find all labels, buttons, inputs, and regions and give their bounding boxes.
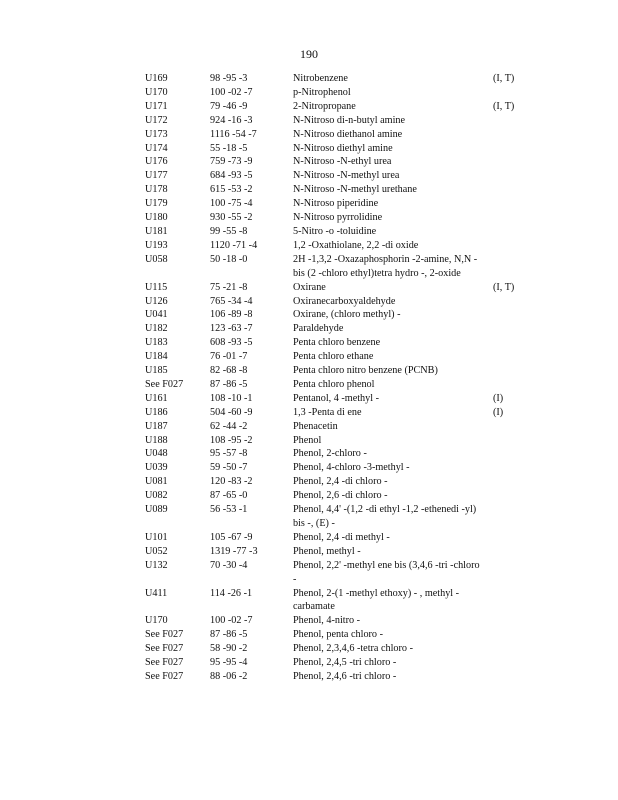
substance-name: N-Nitroso piperidine [293, 198, 379, 210]
substance-name: 2H -1,3,2 -Oxazaphosphorin -2-amine, N,N -bis (2 -chloro ethyl)tetra hydro -, 2-oxide [293, 253, 478, 279]
substance-name: N-Nitroso di-n-butyl amine [293, 114, 406, 126]
waste-code: U115 [145, 281, 168, 293]
cas-number: 100 -02 -7 [210, 615, 253, 627]
cas-number: 95 -95 -4 [210, 657, 248, 669]
table-row [0, 392, 618, 406]
table-row [0, 239, 618, 253]
substance-name: N-Nitroso diethyl amine [293, 142, 393, 154]
cas-number: 70 -30 -4 [210, 559, 248, 571]
waste-code: U089 [145, 504, 168, 516]
substance-name: Penta chloro nitro benzene (PCNB) [293, 365, 438, 377]
substance-name: Oxirane [293, 281, 326, 293]
substance-name: Phenol, methyl - [293, 545, 361, 557]
waste-code: U193 [145, 239, 168, 251]
table-row [0, 211, 618, 225]
waste-code: U186 [145, 406, 168, 418]
table-row [0, 628, 618, 642]
cas-number: 99 -55 -8 [210, 225, 248, 237]
cas-number: 59 -50 -7 [210, 462, 248, 474]
substance-name: p-Nitrophenol [293, 86, 351, 98]
table-row [0, 114, 618, 128]
table-row [0, 364, 618, 378]
waste-code: U126 [145, 295, 168, 307]
cas-number: 924 -16 -3 [210, 114, 253, 126]
waste-code: U176 [145, 156, 168, 168]
waste-code: U184 [145, 351, 168, 363]
table-row [0, 447, 618, 461]
substance-name: Phenol, 4-nitro - [293, 615, 361, 627]
substance-name: N-Nitroso pyrrolidine [293, 212, 383, 224]
table-row [0, 142, 618, 156]
substance-name: Penta chloro phenol [293, 378, 375, 390]
cas-number: 615 -53 -2 [210, 184, 253, 196]
table-row [0, 100, 618, 114]
cas-number: 87 -65 -0 [210, 490, 248, 502]
substance-name: Paraldehyde [293, 323, 344, 335]
hazard-code: (I) [493, 392, 504, 404]
substance-name: Penta chloro ethane [293, 351, 374, 363]
table-row [0, 155, 618, 169]
cas-number: 98 -95 -3 [210, 73, 248, 84]
table-row [0, 670, 618, 684]
table-row [0, 295, 618, 309]
cas-number: 87 -86 -5 [210, 378, 248, 390]
waste-code: See F027 [145, 657, 184, 669]
cas-number: 76 -01 -7 [210, 351, 248, 363]
substance-name: Phenol, 4-chloro -3-methyl - [293, 462, 410, 474]
cas-number: 930 -55 -2 [210, 212, 253, 224]
entry-list [0, 72, 618, 684]
waste-code: U101 [145, 531, 168, 543]
substance-name: N-Nitroso -N-methyl urea [293, 170, 400, 182]
substance-name: Nitrobenzene [293, 73, 348, 84]
cas-number: 1120 -71 -4 [210, 239, 258, 251]
table-row [0, 281, 618, 295]
waste-code: U052 [145, 545, 168, 557]
cas-number: 56 -53 -1 [210, 504, 248, 516]
cas-number: 765 -34 -4 [210, 295, 253, 307]
cas-number: 1319 -77 -3 [210, 545, 258, 557]
cas-number: 88 -06 -2 [210, 670, 248, 682]
cas-number: 95 -57 -8 [210, 448, 248, 460]
table-row [0, 434, 618, 448]
waste-code: U048 [145, 448, 168, 460]
waste-code: U172 [145, 114, 168, 126]
waste-code: U181 [145, 225, 168, 237]
substance-name: Phenol, 2,4,5 -tri chloro - [293, 657, 397, 669]
waste-code: U183 [145, 337, 168, 349]
cas-number: 79 -46 -9 [210, 100, 248, 112]
substance-name: Phenol, 2,4 -di chloro - [293, 476, 388, 488]
cas-number: 114 -26 -1 [210, 587, 253, 599]
cas-number: 50 -18 -0 [210, 253, 248, 265]
substance-name: N-Nitroso diethanol amine [293, 128, 403, 140]
table-row [0, 197, 618, 211]
table-row [0, 128, 618, 142]
cas-number: 58 -90 -2 [210, 643, 248, 655]
cas-number: 82 -68 -8 [210, 365, 248, 377]
waste-code: U182 [145, 323, 168, 335]
cas-number: 87 -86 -5 [210, 629, 248, 641]
table-row [0, 614, 618, 628]
substance-name: Pentanol, 4 -methyl - [293, 392, 380, 404]
cas-number: 100 -75 -4 [210, 198, 253, 210]
waste-code: See F027 [145, 629, 184, 641]
cas-number: 123 -63 -7 [210, 323, 253, 335]
cas-number: 684 -93 -5 [210, 170, 253, 182]
table-row [0, 406, 618, 420]
table-row [0, 642, 618, 656]
table-row [0, 253, 618, 281]
page-number: 190 [300, 47, 318, 61]
cas-number: 759 -73 -9 [210, 156, 253, 168]
cas-number: 108 -95 -2 [210, 434, 253, 446]
table-row [0, 225, 618, 239]
waste-code: U411 [145, 587, 168, 599]
substance-name: Oxirane, (chloro methyl) - [293, 309, 401, 321]
waste-code: U170 [145, 86, 168, 98]
substance-name: 1,2 -Oxathiolane, 2,2 -di oxide [293, 239, 419, 251]
waste-code: See F027 [145, 670, 184, 682]
table-row [0, 350, 618, 364]
waste-code: See F027 [145, 378, 184, 390]
table-row [0, 72, 618, 86]
waste-code: U171 [145, 100, 168, 112]
table-row [0, 656, 618, 670]
hazard-code: (I, T) [493, 281, 515, 293]
substance-name: 1,3 -Penta di ene [293, 406, 362, 418]
hazard-code: (I, T) [493, 73, 515, 84]
waste-code: U161 [145, 392, 168, 404]
table-row [0, 545, 618, 559]
table-row [0, 475, 618, 489]
substance-name: N-Nitroso -N-methyl urethane [293, 184, 417, 196]
substance-name: Oxiranecarboxyaldehyde [293, 295, 396, 307]
table-row [0, 489, 618, 503]
waste-code: U185 [145, 365, 168, 377]
waste-code: U170 [145, 615, 168, 627]
cas-number: 608 -93 -5 [210, 337, 253, 349]
waste-code: U082 [145, 490, 168, 502]
cas-number: 55 -18 -5 [210, 142, 248, 154]
waste-code: U179 [145, 198, 168, 210]
cas-number: 120 -83 -2 [210, 476, 253, 488]
hazard-code: (I) [493, 406, 504, 418]
waste-code: U173 [145, 128, 168, 140]
substance-name: 5-Nitro -o -toluidine [293, 225, 377, 237]
substance-name: Phenol, 4,4' -(1,2 -di ethyl -1,2 -ethenedi -yl) bis -, (E) - [293, 504, 477, 529]
table-row [0, 461, 618, 475]
table-row [0, 587, 618, 615]
table-row [0, 503, 618, 531]
table-row [0, 420, 618, 434]
substance-name: N-Nitroso -N-ethyl urea [293, 156, 392, 168]
cas-number: 75 -21 -8 [210, 281, 248, 293]
waste-code: U041 [145, 309, 168, 321]
table-row [0, 308, 618, 322]
cas-number: 62 -44 -2 [210, 420, 248, 432]
cas-number: 100 -02 -7 [210, 86, 253, 98]
hazard-code: (I, T) [493, 100, 515, 112]
waste-code: U180 [145, 212, 168, 224]
table-row [0, 531, 618, 545]
table-row [0, 336, 618, 350]
waste-code: U169 [145, 73, 168, 84]
table-row [0, 183, 618, 197]
waste-code: See F027 [145, 643, 184, 655]
waste-code: U188 [145, 434, 168, 446]
table-row [0, 86, 618, 100]
waste-code: U058 [145, 253, 168, 265]
substance-name: Phenol, 2-(1 -methyl ethoxy) - , methyl -carbamate [293, 587, 460, 613]
table-row [0, 322, 618, 336]
cas-number: 504 -60 -9 [210, 406, 253, 418]
table-row [0, 169, 618, 183]
cas-number: 106 -89 -8 [210, 309, 253, 321]
cas-number: 108 -10 -1 [210, 392, 253, 404]
cas-number: 1116 -54 -7 [210, 128, 257, 140]
waste-code: U187 [145, 420, 168, 432]
substance-name: Phenacetin [293, 420, 338, 432]
waste-code: U178 [145, 184, 168, 196]
substance-name: Phenol, 2,4 -di methyl - [293, 531, 390, 543]
waste-code: U177 [145, 170, 168, 182]
substance-name: Penta chloro benzene [293, 337, 381, 349]
substance-name: Phenol, 2,4,6 -tri chloro - [293, 670, 397, 682]
table-row [0, 378, 618, 392]
substance-name: Phenol, 2,2' -methyl ene bis (3,4,6 -tri -chloro - [293, 559, 480, 585]
substance-name: Phenol, penta chloro - [293, 629, 383, 641]
waste-code: U174 [145, 142, 168, 154]
substance-name: Phenol, 2,3,4,6 -tetra chloro - [293, 643, 413, 655]
substance-name: 2-Nitropropane [293, 100, 356, 112]
table-row [0, 559, 618, 587]
substance-name: Phenol, 2-chloro - [293, 448, 367, 460]
substance-name: Phenol [293, 434, 322, 446]
substance-name: Phenol, 2,6 -di chloro - [293, 490, 388, 502]
cas-number: 105 -67 -9 [210, 531, 253, 543]
waste-code: U081 [145, 476, 168, 488]
waste-code: U039 [145, 462, 168, 474]
waste-code: U132 [145, 559, 168, 571]
